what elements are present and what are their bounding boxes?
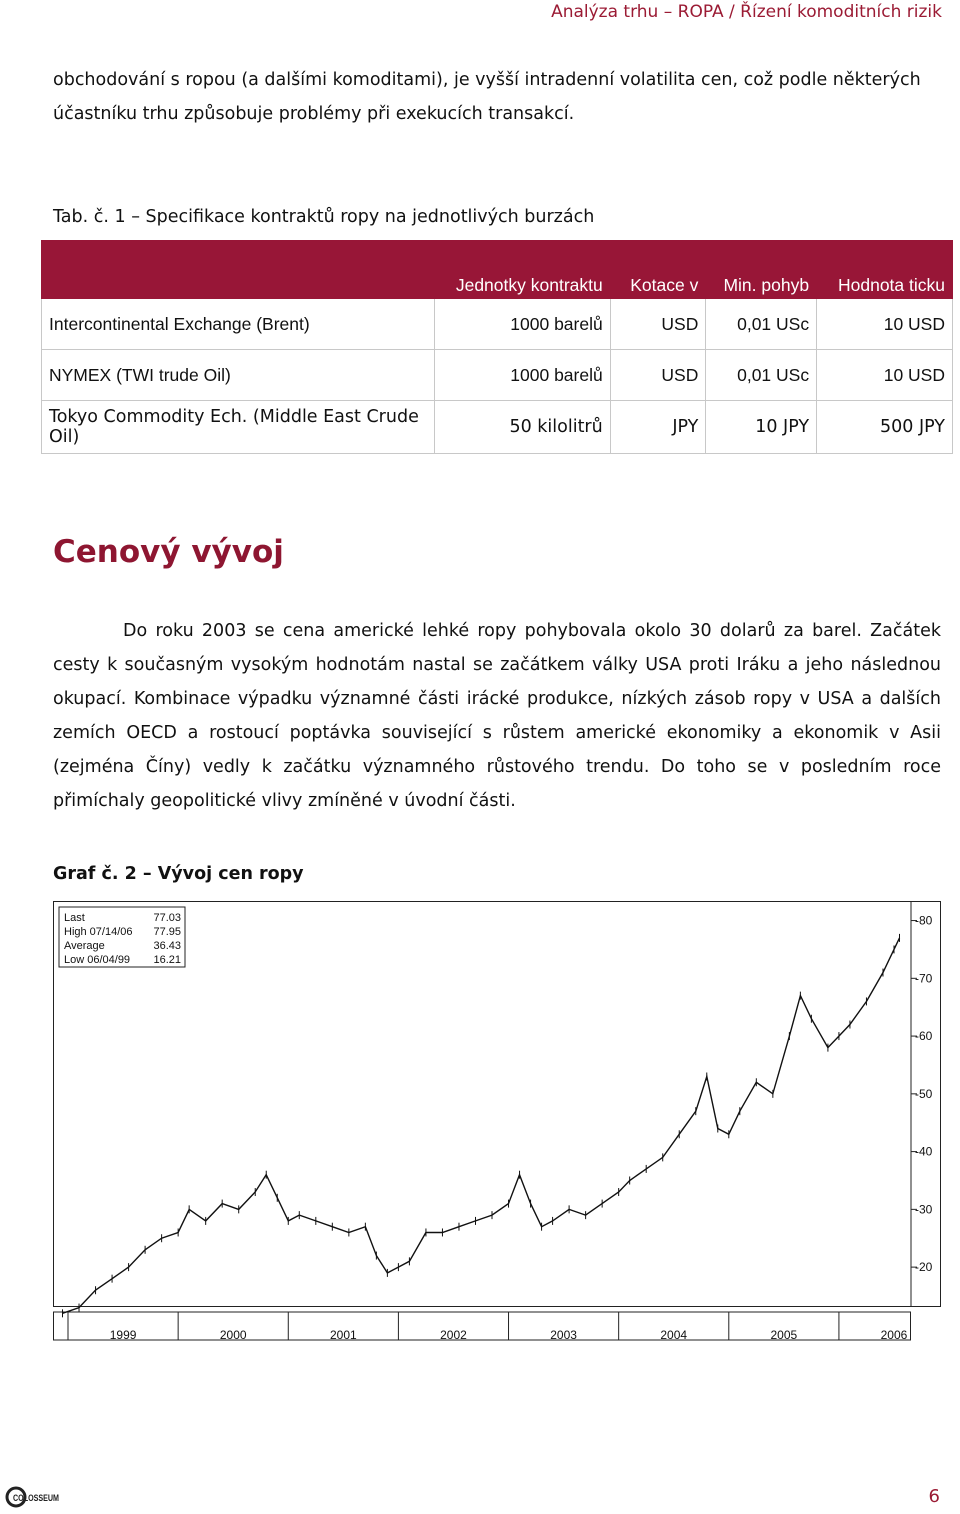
stat-label: Low 06/04/99 [64,954,131,966]
table-cell: 0,01 USc [706,350,817,401]
stat-value: 77.95 [153,926,181,938]
x-tick-label: 2002 [440,1328,467,1342]
stat-label: Last [64,912,85,924]
table-header-cell: Jednotky kontraktu [434,241,610,299]
x-tick-label: 2001 [329,1328,357,1342]
table-cell: Intercontinental Exchange (Brent) [42,299,435,350]
x-tick-label: 2004 [660,1328,688,1342]
table-row [42,299,953,350]
colosseum-logo [6,1484,62,1514]
stat-value: 77.03 [153,912,181,924]
chart-svg [53,901,941,1341]
table-cell: 1000 barelů [434,299,610,350]
section-paragraph: Do roku 2003 se cena americké lehké ropy pohybovala okolo 30 dolarů za barel. Začátek cesty k současným vysokým hodnotám nastal se začátkem války USA proti Iráku a jeho následnou okupací. Kombinace výpadku významné části irácké produkce, nízkých zásob ropy v USA a dalších zemích OECD a rostoucí poptávka související s růstem americké ekonomiky a ekonomik v Asii (zejména Číny) vedly k začátku významného růstového trendu. Do toho se v posledním roce přimíchaly geopolitické vlivy zmíněné v úvodní části. [53,621,941,811]
stat-value: 36.43 [153,940,181,952]
stat-label: Average [64,940,105,952]
table-cell: 0,01 USc [706,299,817,350]
table-cell: USD [610,299,706,350]
table-cell: NYMEX (TWI trude Oil) [42,350,435,401]
y-tick-label: -20 [915,1260,933,1275]
stat-value: 16.21 [153,954,181,966]
table-header-cell: Min. pohyb [706,241,817,299]
table-cell: USD [610,350,706,401]
chart-plot-frame [54,902,941,1307]
table-cell: Tokyo Commodity Ech. (Middle East Crude Oil) [42,401,435,454]
table-row [42,350,953,401]
x-tick-label: 2006 [880,1328,908,1342]
page-number: 6 [928,1486,940,1507]
table-cell: 50 kilolitrů [434,401,610,454]
y-tick-label: -70 [915,971,933,986]
graph-caption: Graf č. 2 – Vývoj cen ropy [53,864,304,884]
oil-price-chart [53,901,941,1345]
y-tick-label: -80 [915,913,933,928]
spec-table [41,240,953,454]
stat-label: High 07/14/06 [64,926,133,938]
table-cell: 10 JPY [706,401,817,454]
table-row [42,401,953,454]
table-caption: Tab. č. 1 – Specifikace kontraktů ropy na jednotlivých burzách [53,207,595,227]
x-tick-label: 2000 [219,1328,247,1342]
table-cell: 10 USD [817,299,953,350]
x-tick-label: 2005 [770,1328,798,1342]
table-header-cell: Kotace v [610,241,706,299]
table-header-cell [42,241,435,299]
x-tick-label: 2003 [550,1328,577,1342]
section-heading: Cenový vývoj [53,534,284,570]
stats-box [59,907,185,967]
y-tick-label: -40 [915,1144,933,1159]
table-header-row [42,241,953,299]
x-tick-label: 1999 [109,1328,137,1342]
logo-text: COLOSSEUM [13,1493,59,1503]
intro-paragraph: obchodování s ropou (a dalšími komoditami), je vyšší intradenní volatilita cen, což podle některých účastníku trhu způsobuje problémy při exekucích transakcí. [53,70,921,124]
running-header: Analýza trhu – ROPA / Řízení komoditních rizik [551,2,942,22]
table-header-cell: Hodnota ticku [817,241,953,299]
y-tick-label: -30 [915,1202,933,1217]
table-cell: 500 JPY [817,401,953,454]
table-cell: 10 USD [817,350,953,401]
table-cell: 1000 barelů [434,350,610,401]
y-tick-label: -50 [915,1086,933,1101]
table-cell: JPY [610,401,706,454]
y-tick-label: -60 [915,1029,933,1044]
